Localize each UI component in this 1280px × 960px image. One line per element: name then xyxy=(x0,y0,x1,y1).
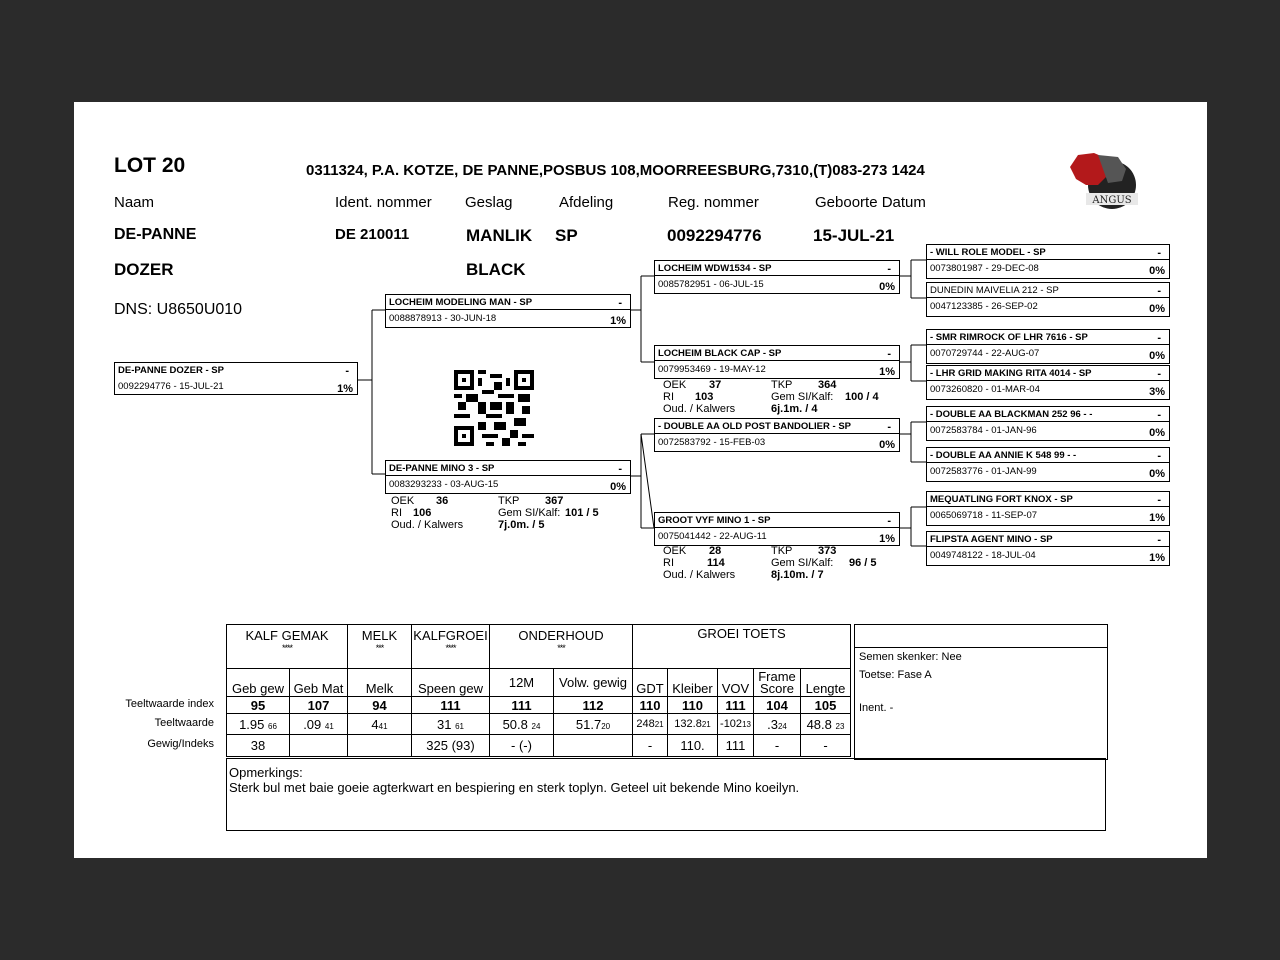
group-groei-toets: GROEI TOETS xyxy=(633,625,851,669)
animal-afdeling: SP xyxy=(555,226,578,245)
animal-geboorte: 15-JUL-21 xyxy=(813,226,895,245)
header-melk: Melk xyxy=(348,669,412,697)
sire-dam-stats: OEK 37 TKP 364 RI 103 Gem SI/Kalf: 100 / 4 Oud. / Kalwers 6j.1m. / 4 xyxy=(663,379,879,415)
semen-donor: Semen skenker: Nee xyxy=(859,651,962,663)
animal-ident: DE 210011 xyxy=(335,226,410,243)
header-gdt: GDT xyxy=(633,669,668,697)
pedigree-dsd: - DOUBLE AA ANNIE K 548 99 - - - 0072583776 - 01-JAN-99 0% xyxy=(926,447,1170,482)
group-kalfgroei: KALFGROEI **** xyxy=(412,625,490,669)
remarks xyxy=(226,758,1106,831)
label-reg: Reg. nommer xyxy=(668,194,759,211)
svg-text:ANGUS: ANGUS xyxy=(1092,195,1132,206)
group-kalf-gemak: KALF GEMAK **** xyxy=(227,625,348,669)
animal-reg: 0092294776 xyxy=(667,226,762,245)
remarks-text: Sterk bul met baie goeie agterkwart en bespiering en sterk toplyn. Geteel uit bekende Mino koeilyn. xyxy=(229,780,800,795)
row-label-teeltwaarde: Teeltwaarde xyxy=(154,717,214,729)
label-geslag: Geslag xyxy=(465,194,513,211)
header-volw-gewig: Volw. gewig xyxy=(554,669,633,697)
owner-info: 0311324, P.A. KOTZE, DE PANNE,POSBUS 108,MOORREESBURG,7310,(T)083-273 1424 xyxy=(306,162,925,179)
info-panel xyxy=(854,624,1108,760)
row-index: 95 107 94 111 111 112 110 110 111 104 105 xyxy=(227,697,851,714)
header-geb-mat: Geb Mat xyxy=(290,669,348,697)
label-afdeling: Afdeling xyxy=(559,194,614,211)
animal-kleur: BLACK xyxy=(466,260,526,279)
row-teeltwaarde: 1.95 66 .09 41 441 31 61 50.8 24 51.720 24821 132.821 -10213 .324 48.8 23 xyxy=(227,714,851,735)
row-label-gewig: Gewig/Indeks xyxy=(147,738,214,750)
animal-name-1: DE-PANNE xyxy=(114,226,197,243)
header-speen-gew: Speen gew xyxy=(412,669,490,697)
pedigree-ssd: DUNEDIN MAIVELIA 212 - SP - 0047123385 - 26-SEP-02 0% xyxy=(926,282,1170,317)
lot-page xyxy=(74,102,1207,858)
vaccination: Inent. - xyxy=(859,702,894,714)
dns-code: DNS: U8650U010 xyxy=(114,301,243,318)
pedigree-dds: MEQUATLING FORT KNOX - SP - 0065069718 - 11-SEP-07 1% xyxy=(926,491,1170,526)
label-ident: Ident. nommer xyxy=(335,194,432,211)
pedigree-ddd: FLIPSTA AGENT MINO - SP - 0049748122 - 18-JUL-04 1% xyxy=(926,531,1170,566)
dam-dam-stats: OEK 28 TKP 373 RI 114 Gem SI/Kalf: 96 / 5 Oud. / Kalwers 8j.10m. / 7 xyxy=(663,545,877,581)
pedigree-sire-sire: LOCHEIM WDW1534 - SP - 0085782951 - 06-JUL-15 0% xyxy=(654,260,900,294)
header-12m: 12M xyxy=(490,669,554,697)
pedigree-dam-dam: GROOT VYF MINO 1 - SP - 0075041442 - 22-AUG-11 1% xyxy=(654,512,900,546)
breeding-values-table xyxy=(226,624,851,757)
pedigree-dss: - DOUBLE AA BLACKMAN 252 96 - - - 0072583784 - 01-JAN-96 0% xyxy=(926,406,1170,441)
lot-number: LOT 20 xyxy=(114,154,186,177)
pedigree-dam: DE-PANNE MINO 3 - SP - 0083293233 - 03-AUG-15 0% xyxy=(385,460,631,494)
pedigree-dam-sire: - DOUBLE AA OLD POST BANDOLIER - SP - 0072583792 - 15-FEB-03 0% xyxy=(654,418,900,452)
group-melk: MELK *** xyxy=(348,625,412,669)
header-vov: VOV xyxy=(718,669,754,697)
header-geb-gew: Geb gew xyxy=(227,669,290,697)
animal-name-2: DOZER xyxy=(114,260,174,279)
pedigree-sire-dam: LOCHEIM BLACK CAP - SP - 0079953469 - 19-MAY-12 1% xyxy=(654,345,900,379)
group-onderhoud: ONDERHOUD *** xyxy=(490,625,633,669)
label-geboorte: Geboorte Datum xyxy=(815,194,926,211)
dam-stats: OEK 36 TKP 367 RI 106 Gem SI/Kalf: 101 / 5 Oud. / Kalwers 7j.0m. / 5 xyxy=(391,495,599,531)
row-gewig: 38 325 (93) - (-) - 110. 111 - - xyxy=(227,735,851,757)
tests: Toetse: Fase A xyxy=(859,669,932,681)
pedigree-sds: - SMR RIMROCK OF LHR 7616 - SP - 0070729744 - 22-AUG-07 0% xyxy=(926,329,1170,364)
remarks-label: Opmerkings: xyxy=(229,765,303,780)
pedigree-sss: - WILL ROLE MODEL - SP - 0073801987 - 29-DEC-08 0% xyxy=(926,244,1170,279)
animal-geslag: MANLIK xyxy=(466,226,533,245)
pedigree-sdd: - LHR GRID MAKING RITA 4014 - SP - 0073260820 - 01-MAR-04 3% xyxy=(926,365,1170,400)
header-kleiber: Kleiber xyxy=(668,669,718,697)
label-naam: Naam xyxy=(114,194,155,211)
row-label-index: Teeltwaarde index xyxy=(125,698,214,710)
pedigree-sire: LOCHEIM MODELING MAN - SP - 0088878913 - 30-JUN-18 1% xyxy=(385,294,631,328)
qr-code xyxy=(454,370,534,446)
pedigree-subject: DE-PANNE DOZER - SP - 0092294776 - 15-JUL-21 1% xyxy=(114,362,358,395)
header-lengte: Lengte xyxy=(801,669,851,697)
header-frame-score: Frame Score xyxy=(754,669,801,697)
